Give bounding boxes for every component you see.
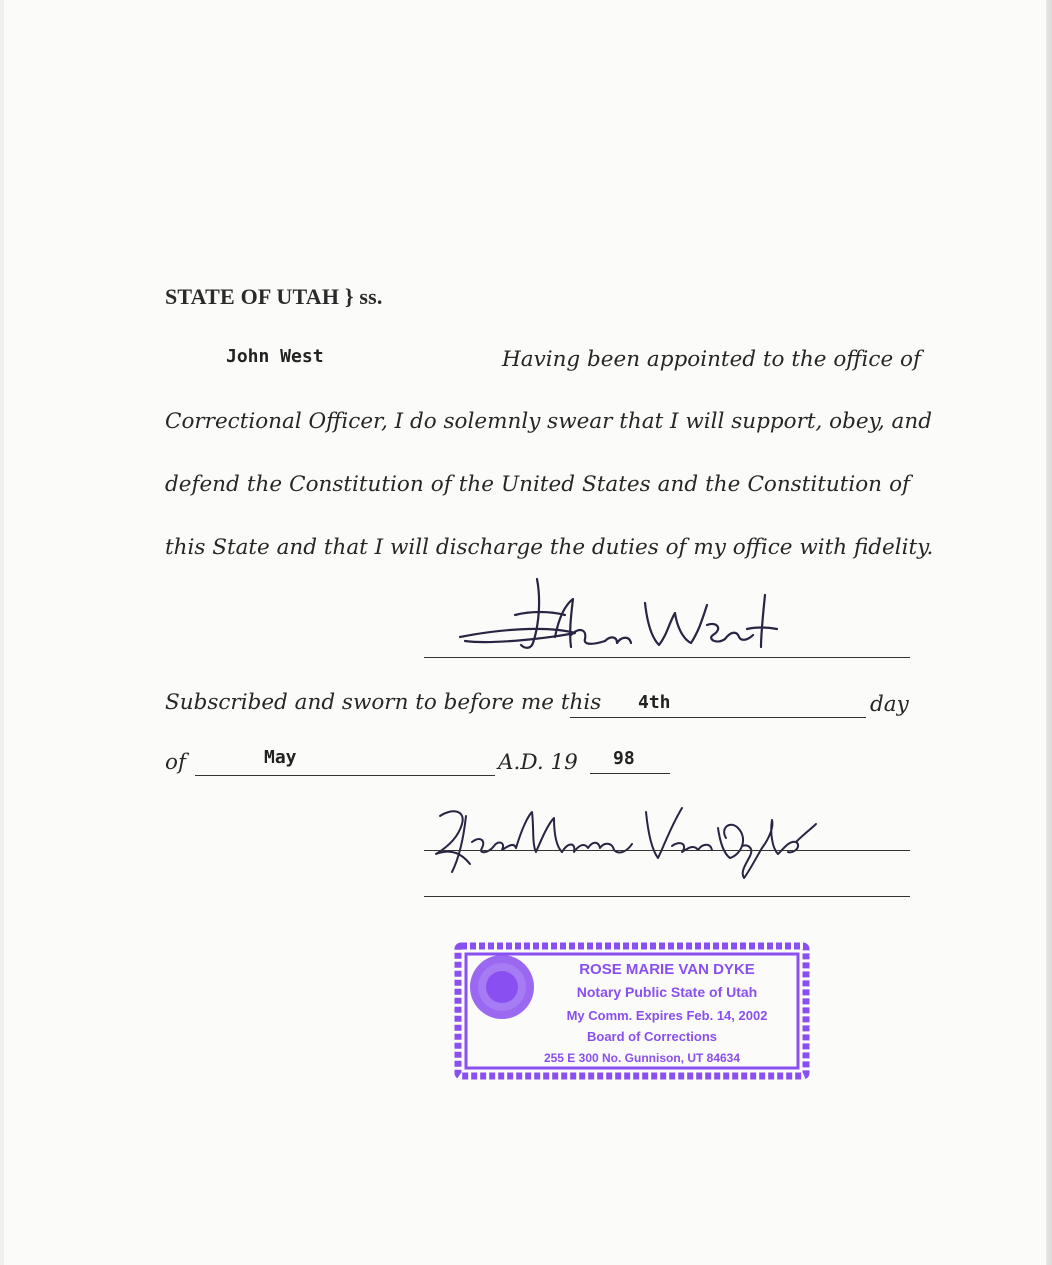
svg-text:Notary Public State of Utah: Notary Public State of Utah bbox=[576, 984, 758, 1000]
page-right-edge bbox=[1046, 0, 1052, 1265]
notary-second-line bbox=[424, 896, 910, 897]
ad-label: A.D. 19 bbox=[498, 750, 578, 775]
officer-signature-line bbox=[424, 657, 910, 658]
notary-signature bbox=[432, 798, 822, 883]
notary-stamp bbox=[452, 940, 812, 1082]
oath-line-2: Correctional Officer, I do solemnly swear that I will support, obey, and bbox=[165, 409, 932, 434]
oath-line-3: defend the Constitution of the United States and the Constitution of bbox=[165, 472, 910, 497]
document-heading: STATE OF UTAH } ss. bbox=[165, 284, 383, 309]
typed-month: May bbox=[264, 747, 297, 768]
officer-signature bbox=[455, 575, 790, 660]
svg-text:255 E 300 No. Gunnison, UT 846: 255 E 300 No. Gunnison, UT 84634 bbox=[543, 1051, 741, 1065]
month-line bbox=[195, 775, 495, 776]
typed-year: 98 bbox=[613, 748, 635, 769]
svg-text:Board of Corrections: Board of Corrections bbox=[586, 1029, 718, 1044]
svg-text:My Comm. Expires Feb. 14, 2002: My Comm. Expires Feb. 14, 2002 bbox=[566, 1008, 768, 1023]
day-label: day bbox=[870, 692, 909, 717]
page-left-edge bbox=[0, 0, 4, 1265]
oath-line-4: this State and that I will discharge the duties of my office with fidelity. bbox=[165, 535, 934, 560]
svg-text:ROSE MARIE VAN DYKE: ROSE MARIE VAN DYKE bbox=[579, 961, 755, 978]
year-line bbox=[590, 773, 670, 774]
typed-officer-name: John West bbox=[226, 346, 324, 367]
subscribed-text: Subscribed and sworn to before me this bbox=[165, 690, 602, 715]
of-label: of bbox=[165, 750, 186, 775]
oath-line-1: Having been appointed to the office of bbox=[502, 347, 921, 372]
typed-day: 4th bbox=[638, 692, 671, 713]
day-line bbox=[570, 717, 866, 718]
notary-signature-line bbox=[424, 850, 910, 851]
